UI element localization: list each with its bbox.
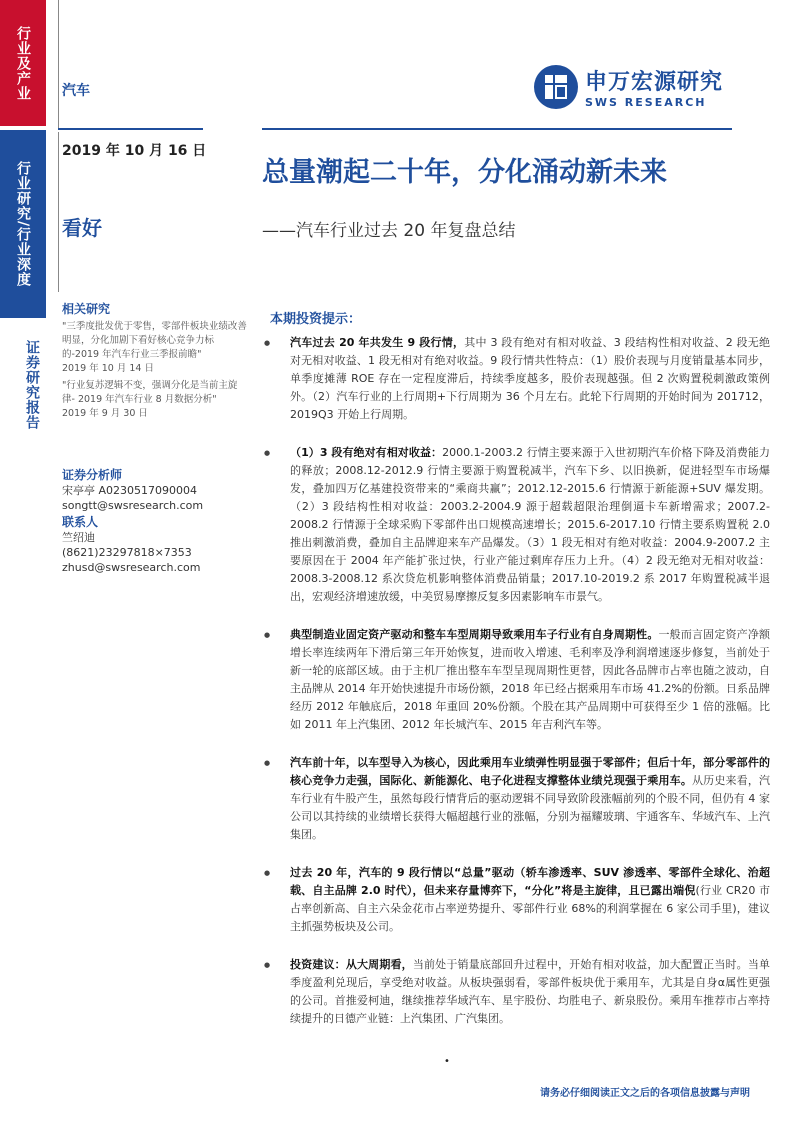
report-title: 总量潮起二十年，分化涌动新未来 xyxy=(262,157,667,188)
footer-disclaimer[interactable]: 请务必仔细阅读正文之后的各项信息披露与声明 xyxy=(540,1088,750,1099)
sidebar-report-label: 证券研究报告 xyxy=(24,340,40,430)
list-item xyxy=(262,626,770,734)
industry-label: 汽车 xyxy=(62,83,90,99)
related-research-item[interactable]: "行业复苏逻辑不变，强调分化是当前主旋律- 2019 年汽车行业 8 月数据分析" xyxy=(62,380,238,405)
related-research-item[interactable]: "三季度批发优于零售，零部件板块业绩改善明显，分化加剧下看好核心竞争力标的-2019 年汽车行业三季报前瞻" xyxy=(62,321,247,360)
bullet-text: 从历史来看，汽车行业有牛股产生，虽然每段行情背后的驱动逻辑不同导致阶段涨幅前列的个股不同，但仍有 4 家公司以其持续的业绩增长获得大幅超越行业的涨幅，分别为福耀玻璃、宇通客车、华域汽车、上汽集团。 xyxy=(290,774,770,841)
bullet-text: (行业 CR20 市占率创新高、自主六朵金花市占率逆势提升、零部件行业 68%的利润掌握在 6 家公司手里)，建议主抓强势板块及公司。 xyxy=(290,884,771,933)
divider-horizontal-right xyxy=(262,128,732,130)
bullet-bold: 典型制造业固定资产驱动和整车车型周期导致乘用车子行业有自身周期性。 xyxy=(290,628,659,641)
divider-vertical-lower xyxy=(58,132,59,292)
logo-icon xyxy=(533,64,579,110)
sidebar-tab-report-type-label: 行业研究/行业深度 xyxy=(15,160,31,288)
sidebar-tab-industry-label: 行业及产业 xyxy=(15,25,31,101)
contact-email[interactable]: zhusd@swsresearch.com xyxy=(62,561,201,574)
analyst-email[interactable]: songtt@swsresearch.com xyxy=(62,499,204,512)
related-research xyxy=(62,300,248,421)
bullet-text: 当前处于销量底部回升过程中，开始有相对收益，加大配置正当时。当单季度盈利兑现后，享受绝对收益。从板块强弱看，零部件板块优于乘用车，尤其是自身α属性更强的公司。首推爱柯迪，继续推荐华域汽车、星宇股份、均胜电子、新泉股份。乘用车推荐市占率持续提升的日德产业链：上汽集团、广汽集团。 xyxy=(290,958,771,1025)
logo-text-en: SWS RESEARCH xyxy=(585,96,707,109)
footer-dot: • xyxy=(444,1056,450,1067)
analyst-heading: 证券分析师 xyxy=(62,468,123,482)
bullet-text: 其中 3 段有绝对有相对收益、3 段结构性相对收益、2 段无绝对无相对收益、1 段无相对有绝对收益。9 段行情共性特点：（1）股价表现与月度销量基本同步，单季度摊薄 ROE 存在一定程度滞后，持续季度越多，股价表现越强。但 2 次购置税刺激政策例外。（2）汽车行业的上行周期+下行周期为 36 个月左右。此轮下行周期的开始时间为 201712，2019Q3 开始上行周期。 xyxy=(290,336,771,421)
bullet-bold: 过去 20 年，汽车的 9 段行情以“总量”驱动（轿车渗透率、SUV 渗透率、零部件全球化、治超载、自主品牌 2.0 时代），但未来存量博弈下，“分化”将是主旋律，且已露出端倪 xyxy=(290,866,770,897)
list-item xyxy=(262,864,770,936)
related-research-date: 2019 年 10 月 14 日 xyxy=(62,363,154,374)
logo-text-cn: 申万宏源研究 xyxy=(585,70,724,95)
sidebar-tab-industry xyxy=(0,0,46,126)
rating-label: 看好 xyxy=(62,216,102,240)
bullet-bold: 汽车过去 20 年共发生 9 段行情， xyxy=(290,336,465,349)
analyst-name: 宋亭亭 A0230517090004 xyxy=(62,484,198,497)
investment-tips-list xyxy=(262,334,770,1048)
bullet-bold: 投资建议：从大周期看， xyxy=(290,958,413,971)
contact-phone: (8621)23297818×7353 xyxy=(62,546,192,559)
list-item xyxy=(262,444,770,606)
contact-name: 竺绍迪 xyxy=(62,531,95,544)
divider-vertical xyxy=(58,0,59,128)
divider-horizontal-left xyxy=(58,128,203,130)
list-item xyxy=(262,956,770,1028)
list-item xyxy=(262,334,770,424)
bullet-text: 一般而言固定资产净额增长率连续两年下滑后第三年开始恢复，进而收入增速、毛利率及净利润增速逐步修复，当前处于新一轮的底部区域。由于主机厂推出整车车型呈现周期性更替，因此各品牌市占率也随之波动，自主品牌从 2014 年开始快速提升市场份额，2018 年已经占据乘用车市场 41.2%的份额。日系品牌经历 2012 年触底后，2018 年重回 20%份额。个股在其产品周期中可获得至少 1 倍的涨幅。比如 2011 年上汽集团、2012 年长城汽车、2015 年吉利汽车等。 xyxy=(290,628,770,731)
contact-heading: 联系人 xyxy=(62,515,99,529)
analyst-info xyxy=(62,466,248,575)
list-item xyxy=(262,754,770,844)
report-date: 2019 年 10 月 16 日 xyxy=(62,143,207,159)
company-logo xyxy=(533,64,723,110)
bullet-text: 2000.1-2003.2 行情主要来源于入世初期汽车价格下降及消费能力的释放；2008.12-2012.9 行情主要源于购置税减半，汽车下乡、以旧换新，促进轻型车市场爆发，叠加四万亿基建投资带来的“乘商共赢”；2012.12-2015.6 行情源于新能源+SUV 爆发期。（2）3 段结构性相对收益：2003.2-2004.9 源于超载超限治理倒逼卡车新增需求；2007.2-2008.2 行情源于全球采购下零部件出口规模高速增长；2015.6-2017.10 行情主要系购置税 2.0 推出刺激消费，叠加自主品牌迎来车产品爆发。（3）1 段无相对有绝对收益：2004.9-2007.2 主要原因在于 2004 年产能扩张过快，行业产能过剩库存压力上升。（4）2 段无绝对无相对收益：2008.3-2008.12 系次贷危机影响整体消费品销量；2017.10-2019.2 系 2017 年购置税减半退出，宏观经济增速放缓，中美贸易摩擦反复多因素影响车市景气。 xyxy=(290,446,770,603)
related-research-heading: 相关研究 xyxy=(62,302,111,316)
sidebar-tab-report-type xyxy=(0,130,46,318)
bullet-bold: 汽车前十年，以车型导入为核心，因此乘用车业绩弹性明显强于零部件；但后十年，部分零部件的核心竞争力走强，国际化、新能源化、电子化进程支撑整体业绩兑现强于乘用车。 xyxy=(290,756,770,787)
investment-tips-heading: 本期投资提示： xyxy=(270,312,362,327)
related-research-date: 2019 年 9 月 30 日 xyxy=(62,408,148,419)
report-subtitle: ——汽车行业过去 20 年复盘总结 xyxy=(262,221,516,241)
bullet-bold: （1）3 段有绝对有相对收益： xyxy=(290,446,443,459)
